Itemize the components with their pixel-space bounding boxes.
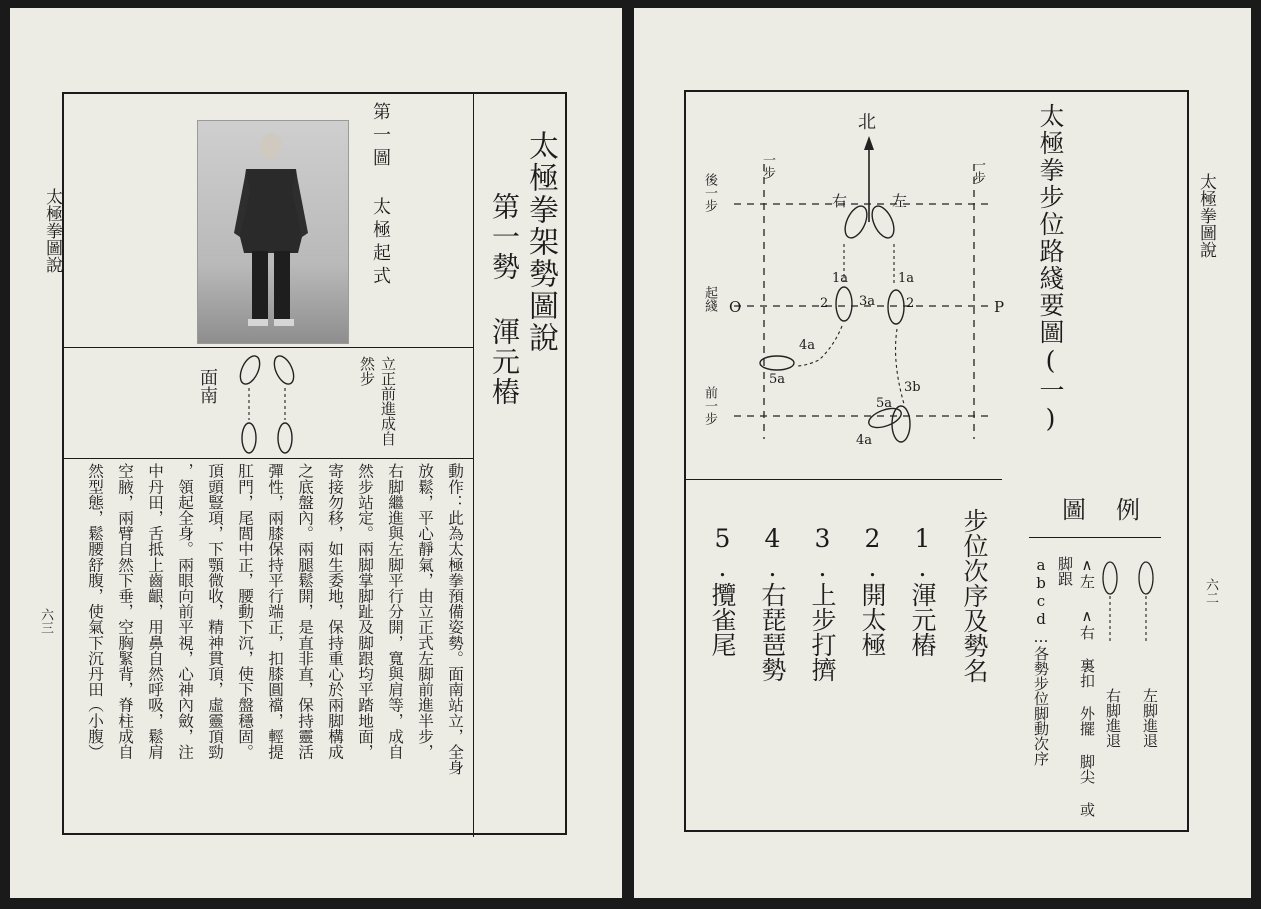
master-photo	[197, 120, 349, 344]
right-page	[634, 8, 1251, 898]
body-text-line: ，領起全身。兩眼向前平視，心神內斂，注	[176, 463, 194, 760]
page-number-left: 六三	[38, 608, 53, 634]
title-divider	[473, 92, 474, 837]
form-item: 5.攬雀尾	[708, 524, 737, 657]
photo-divider	[62, 347, 474, 348]
figure-caption: 第一圖 太極起式	[370, 102, 391, 289]
form-item: 1.渾元樁	[908, 524, 937, 657]
form-item: 3.上步打擠	[808, 524, 837, 682]
legend-foot-icons	[1096, 556, 1166, 656]
body-text-line: 然步站定。兩脚掌脚趾及脚跟均平踏地面，	[356, 463, 374, 760]
marker-4a-top: 4a	[799, 338, 816, 353]
body-text-line: 右脚繼進與左脚平行分開，寬與肩等，成自	[386, 463, 404, 760]
foot-icon	[236, 353, 297, 453]
marker-1a-left: 1a	[832, 271, 849, 286]
foot-icon	[1103, 562, 1153, 594]
body-text-line: 之底盤內。兩腿鬆開，是直非直，保持靈活	[296, 463, 314, 760]
body-text-line: 寄接勿移，如生委地，保持重心於兩脚構成	[326, 463, 344, 760]
legend-left-foot: 左脚進退	[1141, 688, 1159, 748]
point-p-label: P	[994, 298, 1005, 316]
point-o-label: O	[729, 298, 742, 316]
body-text-line: 彈性，兩膝保持平行端正，扣膝圓襠，輕提	[266, 463, 284, 760]
body-text-line: 然型態，鬆腰舒腹，使氣下沉丹田（小腹）	[86, 463, 104, 760]
body-text-line: 放鬆，平心靜氣，由立正式左脚前進半步，	[416, 463, 434, 760]
marker-2-left: 2	[820, 296, 829, 311]
marker-3b: 3b	[904, 380, 921, 395]
right-label: 右	[832, 192, 848, 210]
form-item: 4.右琵琶勢	[758, 524, 787, 682]
running-head-left: 太極拳圖說	[42, 188, 62, 273]
rear-step-label: 後一步	[702, 173, 717, 212]
body-text-line: 肛門，尾閭中正，腰動下沉，使下盤穩固。	[236, 463, 254, 760]
left-label: 左	[892, 192, 908, 210]
section-title: 太極拳架勢圖說	[523, 130, 558, 354]
marker-4a-bottom: 4a	[856, 433, 873, 448]
standing-figure-icon	[198, 121, 348, 343]
marker-5a-right: 5a	[876, 396, 893, 411]
start-line-label: 起綫	[702, 286, 717, 312]
form-item: 2.開太極	[858, 524, 887, 657]
page-number-right: 六二	[1203, 578, 1218, 604]
body-text-line: 動作：此為太極拳預備姿勢。面南站立，全身	[446, 463, 464, 775]
form-title: 第一勢 渾元樁	[488, 192, 521, 407]
step-caption: 立正前進成自然步	[358, 356, 397, 446]
legend-right-foot: 右脚進退	[1104, 688, 1122, 748]
marker-3a: 3a	[859, 294, 876, 309]
body-text-line: 空腋，兩臂自然下垂，空胸緊背，脊柱成自	[116, 463, 134, 760]
diagram-divider	[684, 479, 1002, 480]
marker-5a-left: 5a	[769, 372, 786, 387]
legend-marks: ∧左 ∧右 裏扣 外擺 脚尖 或脚跟	[1056, 556, 1096, 817]
body-text-line: 頂頭豎項，下顎微收，精神貫頂，虛靈頂勁	[206, 463, 224, 760]
forms-heading: 步位次序及勢名	[960, 508, 989, 683]
front-step-label: 前一步	[702, 386, 717, 425]
footwork-diagram	[694, 104, 1004, 454]
one-step-left: 一步	[760, 153, 775, 179]
footsteps-diagram	[232, 350, 302, 460]
legend-title: 圖例	[1062, 496, 1170, 524]
body-text-line: 中丹田，舌抵上齒齦，用鼻自然呼吸，鬆肩	[146, 463, 164, 760]
north-arrow-icon	[864, 136, 874, 150]
legend-divider	[1029, 537, 1161, 538]
marker-2-right: 2	[906, 296, 915, 311]
diagram-title: 太極拳步位路綫要圖(一)	[1036, 103, 1065, 435]
legend-letters: abcd…各勢步位脚動次序	[1032, 556, 1050, 766]
one-step-right: 一步	[970, 158, 985, 184]
running-head-right: 太極拳圖說	[1196, 173, 1216, 258]
left-page	[10, 8, 622, 898]
marker-1a-right: 1a	[898, 271, 915, 286]
north-label: 北	[858, 112, 876, 133]
direction-label: 面南	[197, 368, 218, 404]
